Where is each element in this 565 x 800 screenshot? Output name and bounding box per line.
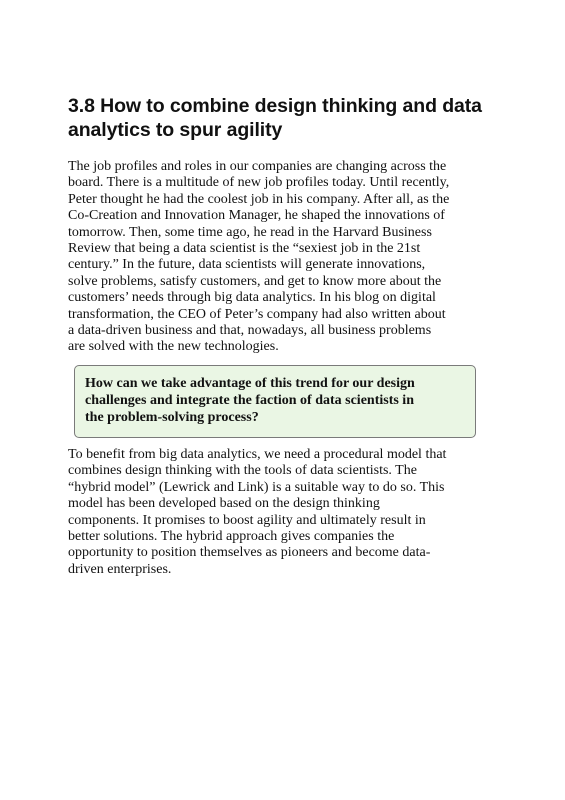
callout-box (74, 365, 476, 438)
body-paragraph-hybrid-model: To benefit from big data analytics, we need a procedural model that combines design thinking with the tools of data scientists. The “hybrid model” (Lewrick and Link) is a suitable way to do so. This model has been developed based on the design thinking components. It promises to boost agility and ultimately result in better solutions. The hybrid approach gives companies the opportunity to position themselves as pioneers and become data- driven enterprises. (68, 446, 447, 577)
document-page (68, 94, 498, 578)
section-title: 3.8 How to combine design thinking and data analytics to spur agility (68, 95, 482, 141)
callout-question: How can we take advantage of this trend for our design challenges and integrate the faction of data scientists in the problem-solving process? (85, 375, 415, 425)
body-paragraph-intro: The job profiles and roles in our companies are changing across the board. There is a multitude of new job profiles today. Until recently, Peter thought he had the coolest job in his company. After all, as the Co-Creation and Innovation Manager, he shaped the innovations of tomorrow. Then, some time ago, he read in the Harvard Business Review that being a data scientist is the “sexiest job in the 21st century.” In the future, data scientists will generate innovations, solve problems, satisfy customers, and get to know more about the customers’ needs through big data analytics. In his blog on digital transformation, the CEO of Peter’s company had also written about a data-driven business and that, nowadays, all business problems are solved with the new technologies. (68, 159, 450, 355)
